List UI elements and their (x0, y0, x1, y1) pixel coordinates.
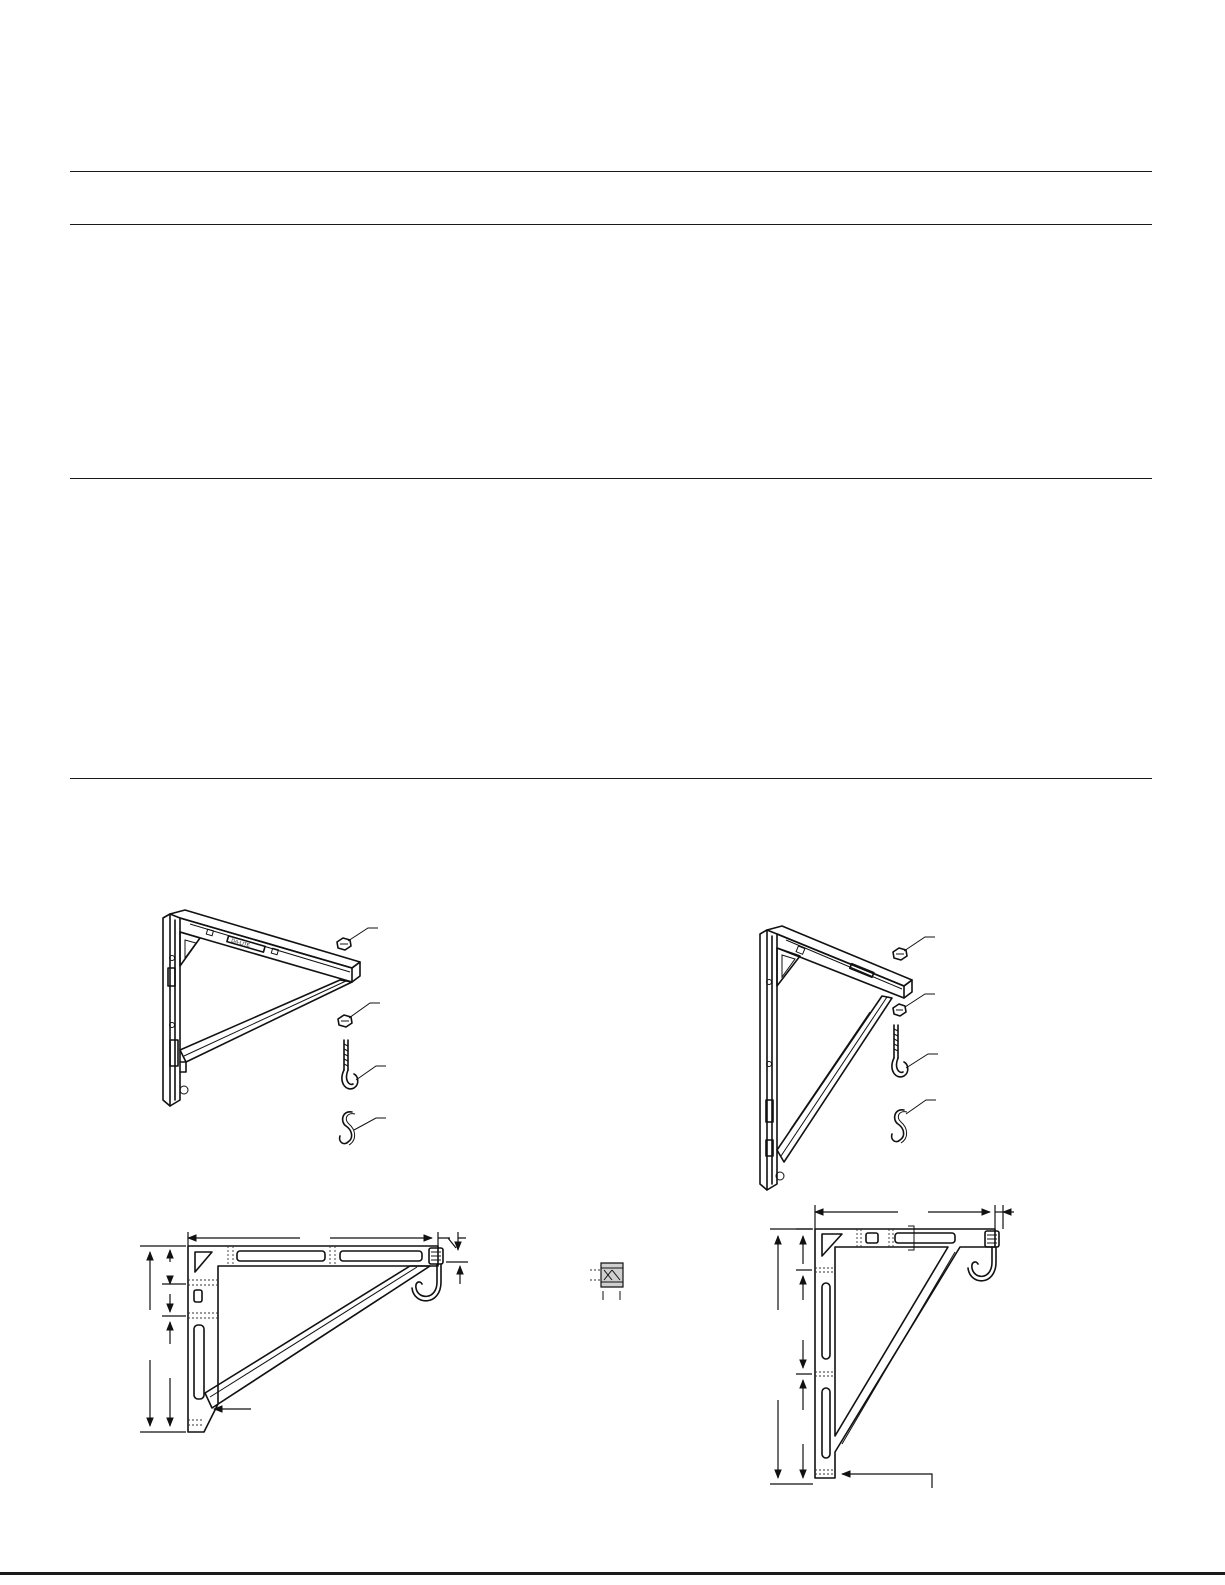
s-hook-icon (340, 1112, 355, 1145)
s-hook-icon (892, 1110, 907, 1143)
large-bracket-perspective (760, 926, 938, 1190)
j-bolt-icon (892, 1025, 908, 1077)
small-bracket-dimensioned-view (140, 1232, 468, 1432)
hex-nut-icon (337, 938, 351, 950)
j-bolt-icon (342, 1040, 358, 1089)
large-bracket-dimensioned-view (770, 1205, 1014, 1488)
svg-text:DA-LITE: DA-LITE (230, 937, 251, 949)
nut-cross-section (590, 1263, 623, 1300)
hex-nut-icon (893, 1004, 906, 1016)
small-bracket-perspective (163, 910, 386, 1145)
